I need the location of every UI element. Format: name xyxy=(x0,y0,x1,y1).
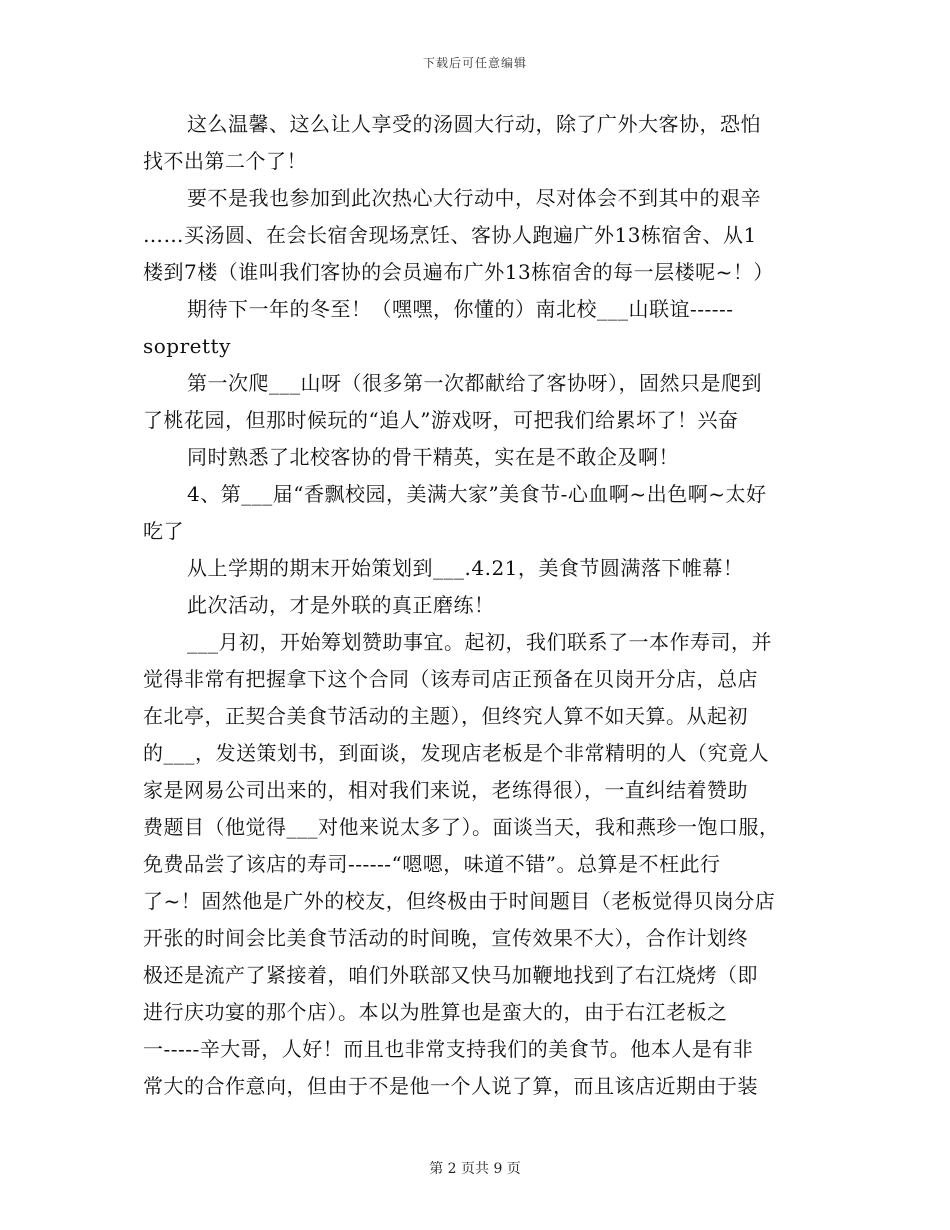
text-line: ……买汤圆、在会长宿舍现场烹饪、客协人跑遍广外13栋宿舍、从1 xyxy=(143,223,757,247)
text-line: sopretty xyxy=(143,334,231,358)
text-line: 极还是流产了紧接着，咱们外联部又快马加鞭地找到了右江烧烤（即 xyxy=(143,963,758,987)
text-line: 从上学期的期末开始策划到___.4.21，美食节圆满落下帷幕！ xyxy=(187,556,744,580)
text-line: 免费品尝了该店的寿司------“嗯嗯，味道不错”。总算是不枉此行 xyxy=(143,852,721,876)
text-line: 觉得非常有把握拿下这个合同（该寿司店正预备在贝岗开分店，总店 xyxy=(143,667,758,691)
text-line: 家是网易公司出来的，相对我们来说，老练得很），一直纠结着赞助 xyxy=(143,778,748,802)
text-line: 找不出第二个了！ xyxy=(143,149,307,173)
text-line: 同时熟悉了北校客协的骨干精英，实在是不敢企及啊！ xyxy=(187,445,679,469)
text-line: 进行庆功宴的那个店）。本以为胜算也是蛮大的，由于右江老板之 xyxy=(143,1000,728,1024)
text-line: ___月初，开始筹划赞助事宜。起初，我们联系了一本作寿司，并 xyxy=(187,630,772,654)
text-line: 费题目（他觉得___对他来说太多了）。面谈当天，我和燕珍一饱口服， xyxy=(143,815,780,839)
text-line: 4、第___届“香飘校园，美满大家”美食节-心血啊~出色啊~太好 xyxy=(187,482,767,506)
text-line: 开张的时间会比美食节活动的时间晚，宣传效果不大），合作计划终 xyxy=(143,926,748,950)
text-line: 一-----辛大哥，人好！而且也非常支持我们的美食节。他本人是有非 xyxy=(143,1037,754,1061)
page-number: 第 2 页共 9 页 xyxy=(429,1161,521,1177)
text-line: 楼到7楼（谁叫我们客协的会员遍布广外13栋宿舍的每一层楼呢~！） xyxy=(143,260,774,284)
text-line: 此次活动，才是外联的真正磨练！ xyxy=(187,593,495,617)
text-line: 了桃花园，但那时候玩的“追人”游戏呀，可把我们给累坏了！兴奋 xyxy=(143,408,739,432)
page-header: 下载后可任意编辑 xyxy=(422,56,527,70)
text-line: 这么温馨、这么让人享受的汤圆大行动，除了广外大客协，恐怕 xyxy=(187,112,761,136)
text-line: 常大的合作意向，但由于不是他一个人说了算，而且该店近期由于装 xyxy=(143,1074,758,1098)
text-line: 第一次爬___山呀（很多第一次都献给了客协呀），固然只是爬到 xyxy=(187,371,762,395)
document-body xyxy=(143,106,813,1105)
text-line: 的___，发送策划书，到面谈，发现店老板是个非常精明的人（究竟人 xyxy=(143,741,769,765)
text-line: 了~！固然他是广外的校友，但终极由于时间题目（老板觉得贝岗分店 xyxy=(143,889,776,913)
text-line: 要不是我也参加到此次热心大行动中，尽对体会不到其中的艰辛 xyxy=(187,186,761,210)
text-line: 在北亭，正契合美食节活动的主题），但终究人算不如天算。从起初 xyxy=(143,704,748,728)
text-line: 吃了 xyxy=(143,519,184,543)
text-line: 期待下一年的冬至！（嘿嘿，你懂的）南北校___山联谊------ xyxy=(187,297,734,321)
